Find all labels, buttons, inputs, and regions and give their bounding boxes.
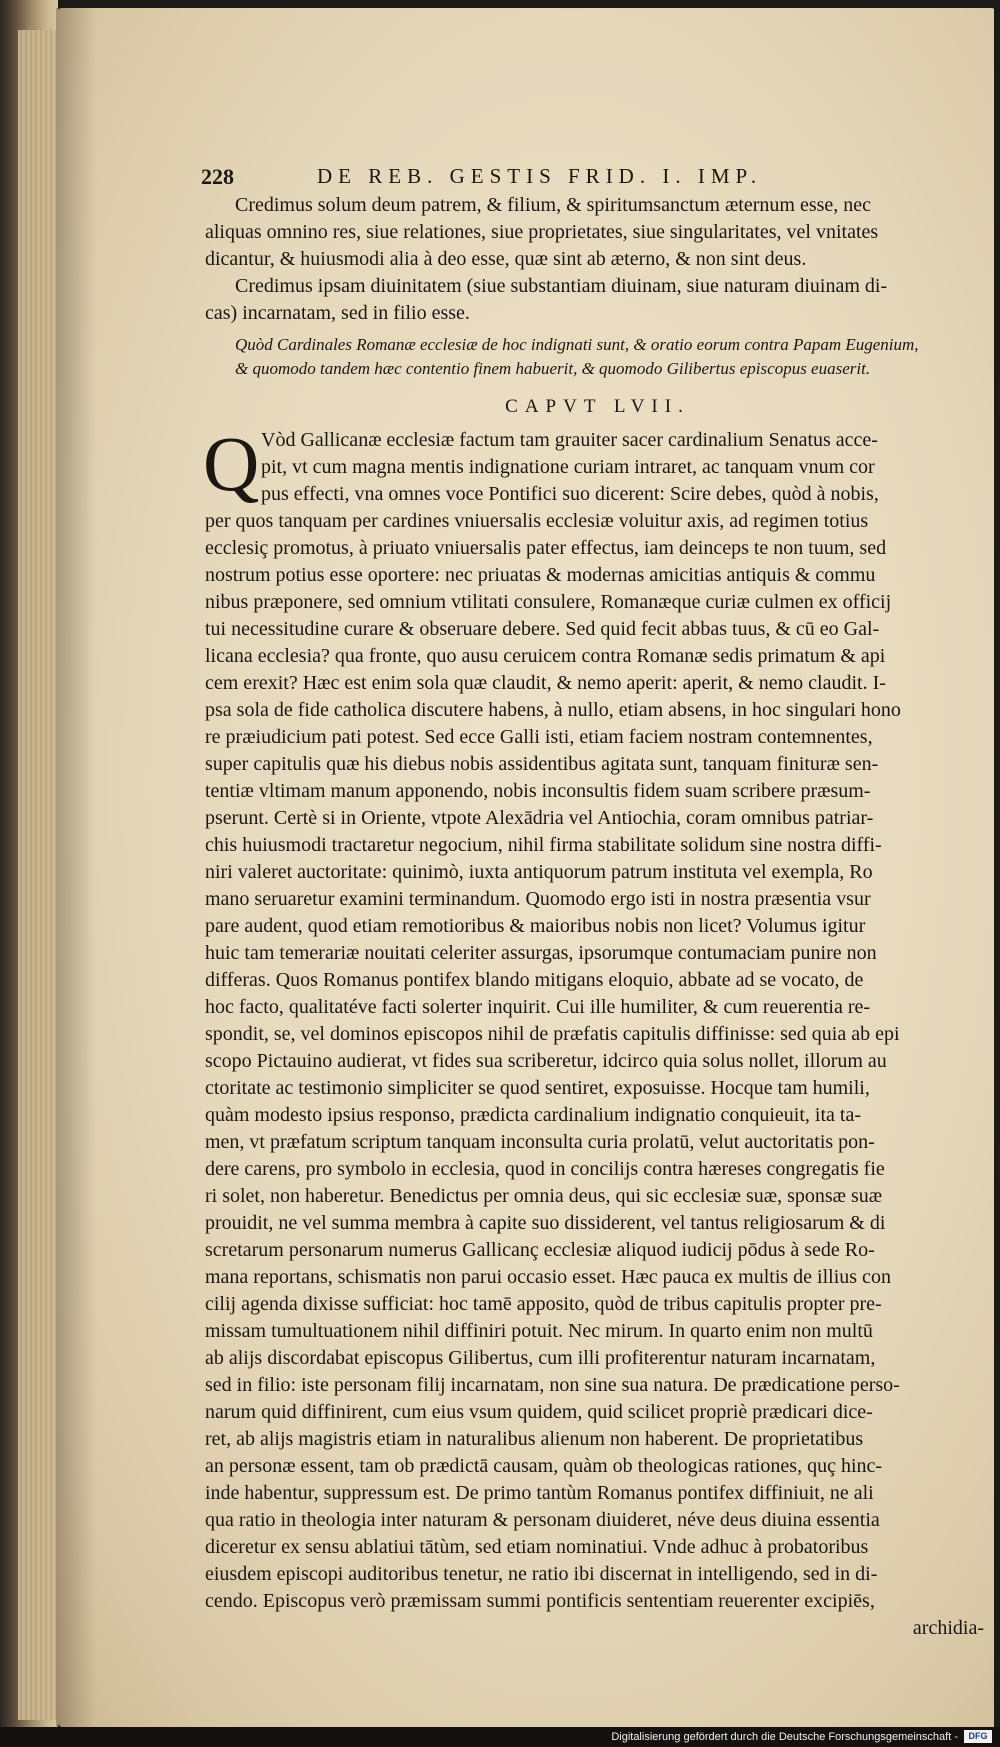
gutter-shadow [56,8,96,1728]
creed-paragraph-1 [205,192,990,273]
rubric-line: & quomodo tandem hæc contentio finem habuerit, & quomodo Gilibertus episcopus euaserit. [235,359,871,378]
text-line: aliquas omnino res, siue relationes, siue proprietates, siue singularitates, vel vnitates [205,221,879,243]
chapter-text-line: an personæ essent, tam ob prædictā causam, quàm ob theologicas rationes, quç hinc- [205,1455,883,1477]
chapter-text-line: niri valeret auctoritate: quinimò, iuxta antiquorum patrum instituta vel exempla, Ro [205,861,873,883]
running-head [201,162,990,192]
chapter-text-line: tentiæ vltimam manum apponendo, nobis inconsultis fidem suam scribere præsum- [205,780,871,802]
chapter-text-line: ri solet, non haberetur. Benedictus per omnia deus, qui sic ecclesiæ suæ, sponsæ suæ [205,1185,883,1207]
chapter-rubric [205,333,990,381]
drop-cap-initial: Q [203,420,260,507]
page-edges [18,30,58,1720]
chapter-text-line: eiusdem episcopi auditoribus tenetur, ne ratio ibi discernat in intelligendo, sed in di- [205,1563,878,1585]
chapter-body [203,420,990,1642]
chapter-text-line: hoc facto, qualitatéve facti solerter inquirit. Cui ille humiliter, & cum reuerentia re- [205,996,871,1018]
chapter-text-line: pare audent, quod etiam remotioribus & maioribus nobis non licet? Volumus igitur [205,915,866,937]
chapter-text-line: huic tam temerariæ nouitati celeriter assurgas, ipsorumque contumaciam punire non [205,942,877,964]
chapter-text-line: re præiudicium pati potest. Sed ecce Galli isti, etiam faciem nostram contemnentes, [205,726,873,748]
chapter-text-line: cendo. Episcopus verò præmissam summi pontificis sententiam reuerenter excipiēs, [205,1590,875,1612]
catchword: archidia- [912,1617,984,1639]
chapter-text-line: ret, ab alijs magistris etiam in naturalibus alienum non haberent. De proprietatibus [205,1428,864,1450]
chapter-text-line: scretarum personarum numerus Gallicanç ecclesiæ aliquod iudicij pōdus à sede Ro- [205,1239,875,1261]
page-number: 228 [201,164,234,189]
chapter-text-line: diceretur ex sensu ablatiui tātùm, sed etiam nominatiui. Vnde adhuc à probatoribus [205,1536,869,1558]
digitization-credit: Digitalisierung gefördert durch die Deutsche Forschungsgemeinschaft - [611,1731,958,1743]
chapter-text-line: per quos tanquam per cardines vniuersalis ecclesiæ voluitur axis, ad regimen totius [205,510,869,532]
chapter-text-line: men, vt præfatum scriptum tanquam inconsulta curia prolatū, velut auctoritatis pon- [205,1131,875,1153]
chapter-text-line: nostrum potius esse oportere: nec priuatas & modernas amicitias antiquis & commu [205,564,876,586]
chapter-text-line: missam tumultuationem nihil diffiniri potuit. Nec mirum. In quarto enim non multū [205,1320,873,1342]
running-head-title: DE REB. GESTIS FRID. I. IMP. [317,164,763,188]
chapter-text-line: psa sola de fide catholica discutere habens, à nullo, etiam absens, in hoc singulari hono [205,699,901,721]
chapter-text-line: cilij agenda dixisse sufficiat: hoc tamē apposito, quòd de tribus capitulis propter pre- [205,1293,882,1315]
chapter-text-line: pserunt. Certè si in Oriente, vtpote Alexādria vel Antiochia, coram omnibus patriar- [205,807,874,829]
chapter-text-line: narum quid diffinirent, cum eius vsum quidem, quid scilicet propriè prædicari dice- [205,1401,873,1423]
dfg-logo: DFG [964,1730,992,1743]
chapter-text-line: nibus præponere, sed omnium vtilitati consulere, Romanæque curiæ culmen ex officij [205,591,892,613]
chapter-text-line: cem erexit? Hæc est enim sola quæ claudit, & nemo aperit: aperit, & nemo claudit. I- [205,672,886,694]
chapter-heading: CAPVT LVII. [505,396,690,417]
chapter-text-line: mana reportans, schismatis non parui occasio esset. Hæc pauca ex multis de illius con [205,1266,891,1288]
chapter-text-line: Vòd Gallicanæ ecclesiæ factum tam grauiter sacer cardinalium Senatus acce- [261,429,878,451]
chapter-text-line: tui necessitudine curare & obseruare debere. Sed quid fecit abbas tuus, & cū eo Gal- [205,618,880,640]
rubric-line: Quòd Cardinales Romanæ ecclesiæ de hoc indignati sunt, & oratio eorum contra Papam Eugenium, [235,335,919,354]
chapter-text-line: scopo Pictauino audierat, vt fides sua scriberetur, idcirco quia solus nollet, illorum au [205,1050,887,1072]
chapter-text-line: mano seruaretur examini terminandum. Quomodo ergo isti in nostra præsentia vsur [205,888,871,910]
chapter-text-line: inde habentur, suppressum est. De primo tantùm Romanus pontifex diffiniuit, ne ali [205,1482,874,1504]
chapter-text-line: licana ecclesia? qua fronte, quo ausu ceruicem contra Romanæ sedis primatum & api [205,645,886,667]
creed-paragraph-2 [205,273,990,327]
text-line: dicantur, & huiusmodi alia à deo esse, quæ sint ab æterno, & non sint deus. [205,248,807,270]
chapter-text-line: ab alijs discordabat episcopus Gilibertus, cum illi profiterentur naturam incarnatam, [205,1347,876,1369]
chapter-text-line: dere carens, pro symbolo in ecclesia, quod in concilijs contra hæreses congregatis fie [205,1158,885,1180]
chapter-text-line: differas. Quos Romanus pontifex blando mitigans eloquio, abbate ad se vocato, de [205,969,864,991]
chapter-text-line: chis huiusmodi tractaretur negocium, nihil firma stabilitate solidum sine nostra diffi- [205,834,882,856]
text-line: Credimus solum deum patrem, & filium, & spiritumsanctum æternum esse, nec [235,194,872,216]
chapter-text-line: prouidit, ne vel summa membra à capite suo dissiderent, vel tantus religiosarum & di [205,1212,886,1234]
chapter-text-line: spondit, se, vel dominos episcopos nihil de præfatis capitulis diffinisse: sed quia ab epi [205,1023,900,1045]
chapter-text-line: ecclesiç promotus, à priuato vniuersalis pater effectus, iam deinceps te non tuum, sed [205,537,887,559]
text-line: cas) incarnatam, sed in filio esse. [205,302,470,324]
page-text [201,162,990,1642]
chapter-text-line: super capitulis quæ his diebus nobis assidentibus agitata sunt, tanquam finituræ sen- [205,753,879,775]
chapter-text-line: qua ratio in theologia inter naturam & personam diuideret, néve deus diuina essentia [205,1509,880,1531]
chapter-text-line: pus effecti, vna omnes voce Pontifici suo dicerent: Scire debes, quòd à nobis, [261,483,879,505]
chapter-text-line: sed in filio: iste personam filij incarnatam, non sine sua natura. De prædicatione perso- [205,1374,900,1396]
chapter-text-line: ctoritate ac testimonio simpliciter se quod sentiret, exposuisse. Hocque tam humili, [205,1077,870,1099]
text-line: Credimus ipsam diuinitatem (siue substantiam diuinam, siue naturam diuinam di- [235,275,888,297]
chapter-text-line: pit, vt cum magna mentis indignatione curiam intraret, ac tanquam vnum cor [261,456,875,478]
chapter-text-line: quàm modesto ipsius responso, prædicta cardinalium indignatio conquieuit, ita ta- [205,1104,861,1126]
